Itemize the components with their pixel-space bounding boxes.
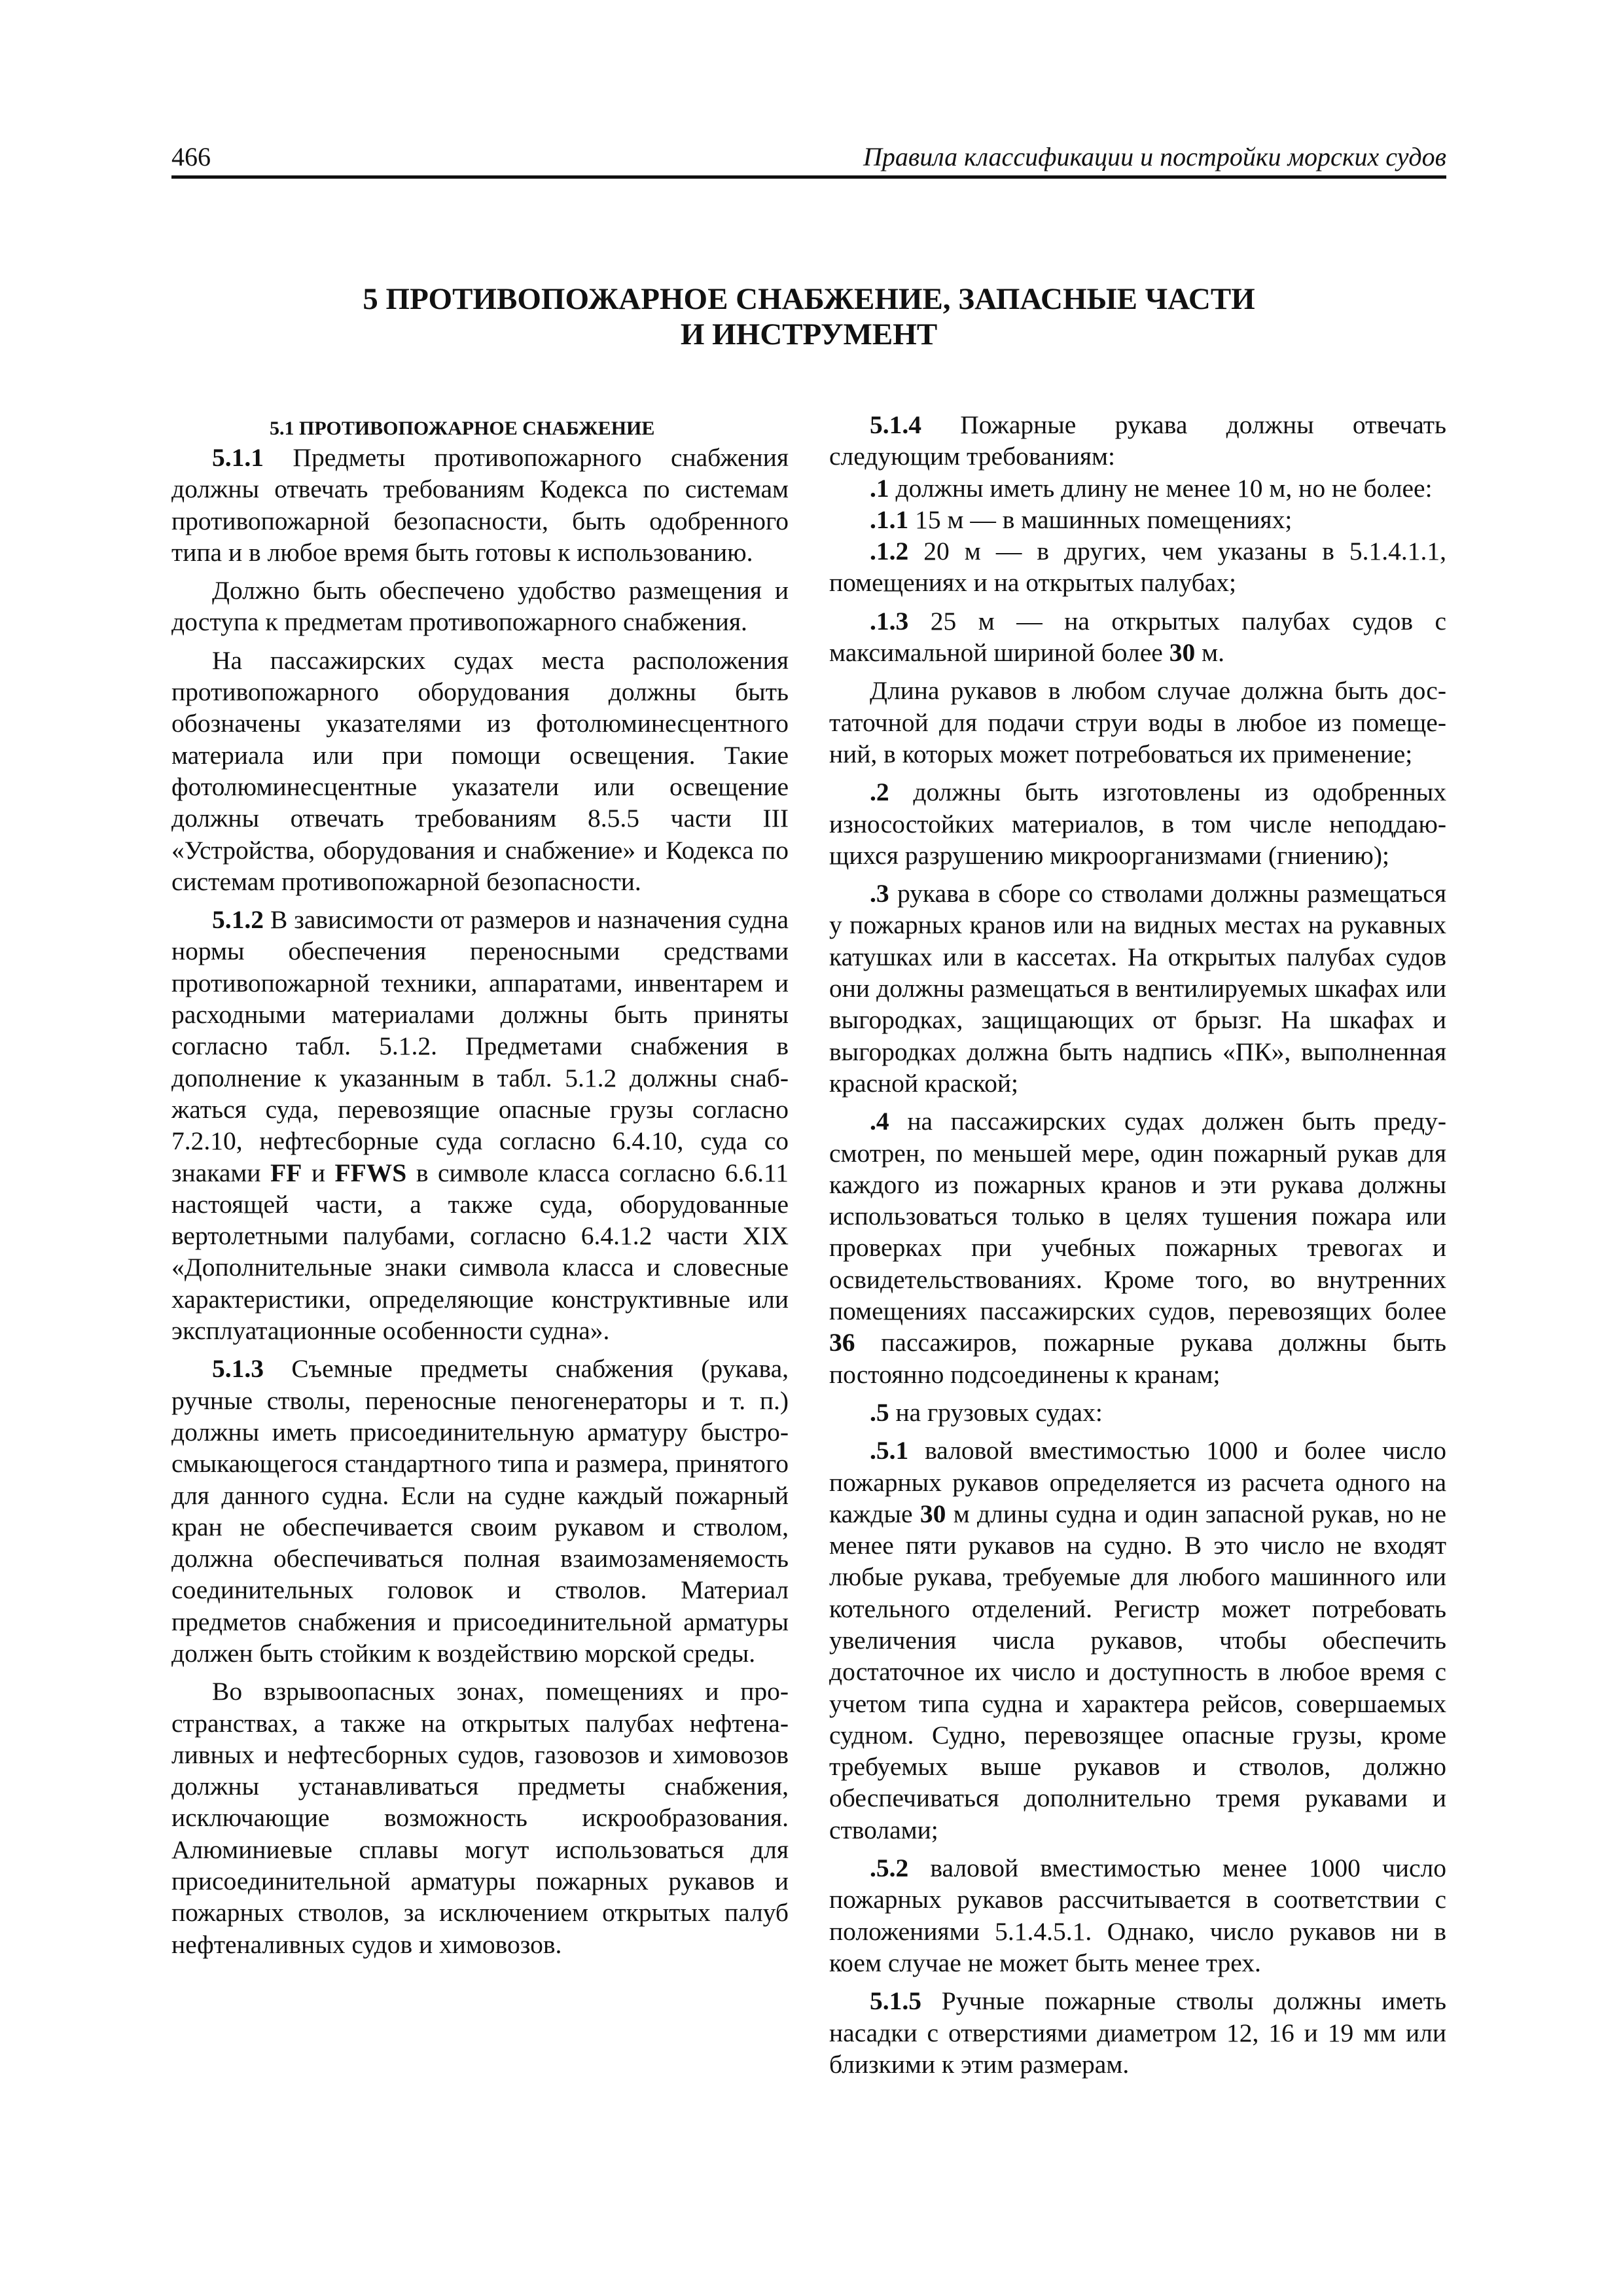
paragraph: Длина рукавов в любом случае должна быть достаточной для подачи струи воды в любое из помещений, в которых может потребоваться их применение;	[829, 676, 1446, 768]
item-text: м.	[1202, 638, 1224, 668]
item-text: должны иметь длину не менее 10 м, но не более:	[895, 473, 1433, 503]
paragraph-5-1-4	[829, 409, 1446, 473]
chapter-title	[171, 281, 1446, 352]
item-text: на грузовых судах:	[895, 1397, 1103, 1427]
paragraph-5-1-3	[171, 1353, 789, 1669]
class-notation-ffws: FFWS	[334, 1158, 407, 1187]
paragraph: На пассажирских судах места расположения противопожарного оборудования должны быть обозначены указателями из фотолюминесцентного материала или при помощи освещения. Такие фотолюминесцентные указатели или освещение должны отвечать требованиям 8.5.5 части III «Устройства, оборудования и снабжение» и Кодекса по системам противопожарной безопасности.	[171, 645, 789, 896]
item-number: .5	[870, 1397, 889, 1427]
list-item	[829, 473, 1446, 504]
item-text: должны быть изготовлены из одобренных износостойких материалов, в том числе неподдающихся разрушению микроорганизмами (гниению);	[829, 778, 1447, 870]
item-number: .2	[870, 778, 889, 807]
list-item	[829, 1852, 1446, 1979]
item-number: .1.1	[870, 505, 909, 534]
list-item	[829, 535, 1446, 599]
clause-number: 5.1.2	[212, 905, 264, 935]
list-item	[829, 878, 1446, 1099]
section-heading: 5.1 ПРОТИВОПОЖАРНОЕ СНАБЖЕНИЕ	[270, 418, 655, 439]
chapter-title-line-2: И ИНСТРУМЕНТ	[680, 317, 938, 351]
paragraph-text: Ручные пожарные стволы должны иметь насадки с отверстиями диаметром 12, 16 и 19 мм или близкими к этим размерам.	[829, 1986, 1446, 2079]
item-text: 20 м — в других, чем указаны в 5.1.4.1.1, помещениях и на открытых палубах;	[829, 537, 1447, 598]
item-text: пассажиров, пожарные рукава должны быть постоянно подсоединены к кранам;	[829, 1328, 1447, 1389]
clause-number: 5.1.5	[870, 1986, 921, 2016]
item-text: на пассажирских судах должен быть предусмотрен, по меньшей мере, один пожарный рукав для каждого из пожарных кранов и эти рукава должны использоваться только в целях тушения пожара или проверках при учебных пожарных тревогах и освидетельствованиях. Кроме того, во внутренних помещениях пассажирских судов, перевозящих более	[829, 1107, 1446, 1326]
item-text: 15 м — в машинных помещениях;	[915, 505, 1293, 534]
bold-value: 30	[919, 1499, 946, 1528]
running-head-title: Правила классификации и постройки морских судов	[863, 142, 1446, 171]
item-number: .1.3	[870, 606, 909, 636]
paragraph-text: в символе класса согласно 6.6.11 настоящей части, а также суда, оборудованные вертолетными палубами, согласно 6.4.1.2 части XIX «Дополнительные знаки символа класса и словесные характеристики, определяющие конструктивные или эксплуатационные особенности судна».	[171, 1158, 789, 1346]
item-number: .1	[870, 473, 889, 503]
item-number: .5.1	[870, 1436, 909, 1465]
clause-number: 5.1.3	[212, 1354, 264, 1384]
paragraph: Должно быть обеспечено удобство размещения и доступа к предметам противопожарного снабжения.	[171, 576, 789, 637]
item-text: валовой вместимостью 1000 и более число пожарных рукавов определяется из расчета одного на каждые	[829, 1436, 1446, 1528]
item-text: м длины судна и один запасной рукав, но не менее пяти рукавов на судно. В это число не входят любые рукава, требуемые для любого машинного или котельного отделений. Регистр может потребовать увеличения числа рукавов, чтобы обеспечить достаточное их число и доступность в любое время с учетом типа судна и характера рейсов, совершаемых судном. Судно, перевозящее опасные грузы, кроме требуемых выше рукавов и стволов, должно обеспечиваться дополнительно тремя рукавами и стволами;	[829, 1499, 1447, 1844]
item-number: .5.2	[870, 1854, 909, 1883]
header-rule	[171, 175, 1446, 179]
paragraph-text: Предметы противопожарного снабжения должны отвечать требованиям Кодекса по системам противопожарной безопасности, быть одобренного типа и в любое время быть готовы к использованию.	[171, 443, 789, 567]
paragraph-text: Съемные предметы снабжения (рукава, ручные стволы, переносные пеногенераторы и т. п.) должны иметь присоединительную арматуру быстросмыкающегося стандартного типа и размера, принятого для данного судна. Если на судне каждый пожарный кран не обеспечивается своим рукавом и стволом, должна обеспечиваться полная взаимозаменяемость соединительных головок и стволов. Материал предметов снабжения и присоединительной арматуры должен быть стойким к воздействию морской среды.	[171, 1354, 789, 1668]
clause-number: 5.1.1	[212, 443, 264, 472]
item-number: .4	[870, 1107, 889, 1136]
bold-value: 36	[829, 1328, 855, 1357]
item-text: 25 м — на открытых палубах судов с максимальной шириной более	[829, 606, 1446, 668]
left-column	[171, 409, 789, 1960]
paragraph: Во взрывоопасных зонах, помещениях и пространствах, а также на открытых палубах нефтеналивных и нефтесборных судов, газовозов и химовозов должны устанавливаться предметы снабжения, исключающие возможность искрообразования. Алюминиевые сплавы могут использоваться для присоединительной арматуры пожарных рукавов и пожарных стволов, за исключением открытых палуб нефтеналивных судов и химовозов.	[171, 1677, 789, 1959]
list-item	[829, 1105, 1446, 1390]
class-notation-ff: FF	[270, 1158, 302, 1187]
item-text: валовой вместимостью менее 1000 число пожарных рукавов рассчитывается в соответствии с положениями 5.1.4.5.1. Однако, число рукавов ни в коем случае не может быть менее трех.	[829, 1854, 1447, 1977]
item-text: рукава в сборе со стволами должны размещаться у пожарных кранов или на видных местах на рукавных катушках или в кассетах. На открытых палубах судов они должны размещаться в вентилируемых шкафах или выгородках, защищающих от брызг. На шкафах и выгородках должна быть надпись «ПК», выполненная красной краской;	[829, 879, 1447, 1098]
list-item	[829, 504, 1446, 535]
paragraph-5-1-5	[829, 1985, 1446, 2080]
paragraph-text: Пожарные рукава должны отвечать следующим требованиям:	[829, 410, 1446, 471]
item-number: .1.2	[870, 537, 909, 566]
page-number: 466	[171, 142, 211, 171]
paragraph-5-1-1	[171, 442, 789, 568]
paragraph-5-1-2	[171, 904, 789, 1346]
list-item	[829, 605, 1446, 669]
list-item	[829, 776, 1446, 871]
paragraph-text: В зависимости от размеров и назначения судна нормы обеспечения переносными средствами противопожарной техники, аппаратами, инвентарем и расходными материалами должны быть приняты согласно табл. 5.1.2. Предметами снабжения в дополнение к указанным в табл. 5.1.2 должны снабжаться суда, перевозящие опасные грузы согласно 7.2.10, нефтесборные суда согласно 6.4.10, суда со знаками	[171, 905, 789, 1187]
bold-value: 30	[1169, 638, 1196, 668]
list-item	[829, 1435, 1446, 1846]
right-column	[829, 409, 1446, 2080]
chapter-title-line-1: 5 ПРОТИВОПОЖАРНОЕ СНАБЖЕНИЕ, ЗАПАСНЫЕ ЧАСТИ	[363, 282, 1255, 316]
list-item	[829, 1397, 1446, 1428]
paragraph-text: и	[311, 1158, 326, 1187]
item-number: .3	[870, 879, 889, 908]
clause-number: 5.1.4	[870, 410, 921, 439]
